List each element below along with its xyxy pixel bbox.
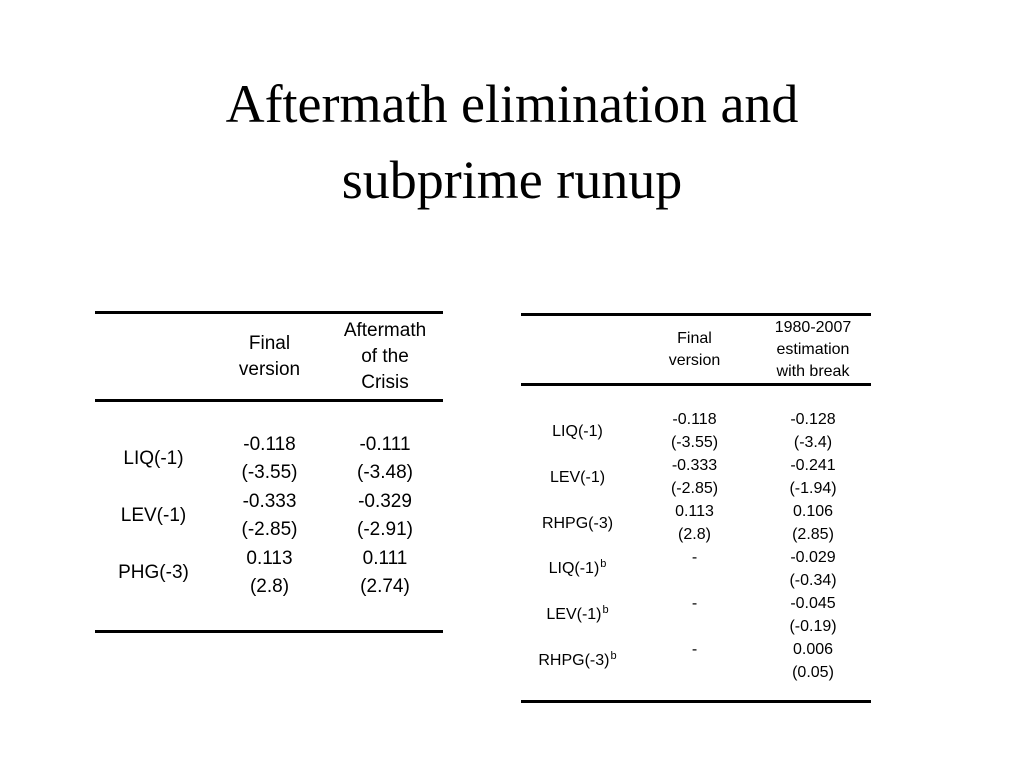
table-header-row	[521, 316, 871, 386]
table-row	[95, 544, 443, 601]
coefficient: 0.113	[246, 547, 293, 569]
t-statistic: (-3.4)	[793, 434, 833, 451]
row-label	[95, 430, 212, 487]
footnote-marker: b	[602, 603, 609, 616]
column-header-line: with break	[776, 362, 850, 380]
coefficient: -0.128	[790, 411, 836, 428]
slide-title-line-1: Aftermath elimination and	[225, 74, 799, 134]
table-body	[95, 402, 443, 630]
coefficient: -	[691, 595, 698, 612]
value-cell	[327, 544, 443, 601]
column-header	[521, 316, 634, 383]
results-table-aftermath	[95, 311, 443, 633]
t-statistic: (-2.91)	[357, 518, 413, 540]
variable-name: LIQ(-1)	[123, 447, 184, 469]
t-statistic: (-2.85)	[241, 518, 298, 540]
row-label	[95, 544, 212, 601]
row-label	[95, 487, 212, 544]
row-label	[521, 454, 634, 500]
value-cell	[755, 454, 871, 500]
coefficient: -0.045	[790, 595, 836, 612]
value-cell	[755, 592, 871, 638]
column-header-line: 1980-2007	[774, 318, 852, 336]
t-statistic: (2.8)	[249, 575, 290, 597]
row-label	[521, 408, 634, 454]
column-header	[327, 314, 443, 399]
table-row	[521, 546, 871, 592]
column-header-line: estimation	[776, 340, 850, 358]
variable-name: LEV(-1)	[546, 605, 602, 623]
t-statistic: (2.8)	[678, 526, 711, 543]
row-label	[521, 592, 634, 638]
variable-name: LEV(-1)	[120, 504, 187, 526]
coefficient: -0.333	[671, 457, 718, 474]
coefficient: 0.106	[792, 503, 834, 520]
t-statistic: (-3.55)	[670, 434, 719, 451]
slide-title-line-2: subprime runup	[341, 150, 683, 210]
table-body	[521, 386, 871, 700]
column-header-line: Aftermath	[343, 319, 427, 341]
coefficient: -0.111	[359, 433, 411, 455]
t-statistic: (2.85)	[792, 526, 834, 543]
variable-name: RHPG(-3)	[538, 651, 610, 669]
slide-title	[0, 66, 1024, 218]
results-table-break	[521, 313, 871, 703]
variable-name: RHPG(-3)	[541, 514, 614, 532]
coefficient: -	[691, 641, 698, 658]
variable-name: LIQ(-1)	[548, 559, 600, 577]
t-statistic: (-2.85)	[670, 480, 719, 497]
column-header-line: of the	[361, 345, 409, 367]
t-statistic: (2.74)	[360, 575, 410, 597]
column-header-line: Crisis	[361, 371, 409, 393]
value-cell	[327, 487, 443, 544]
table-row	[521, 638, 871, 684]
value-cell	[755, 408, 871, 454]
t-statistic: (-3.55)	[241, 461, 298, 483]
t-statistic: (-1.94)	[789, 480, 837, 497]
row-label-text	[552, 420, 603, 443]
table-row	[521, 500, 871, 546]
column-header	[634, 316, 755, 383]
value-cell	[212, 430, 327, 487]
column-header-line: version	[668, 351, 721, 369]
column-header-line: version	[238, 358, 301, 380]
column-header	[212, 314, 327, 399]
table-row	[95, 487, 443, 544]
variable-name: LEV(-1)	[549, 468, 606, 486]
column-header	[755, 316, 871, 383]
value-cell	[634, 408, 755, 454]
coefficient: -0.333	[242, 490, 297, 512]
column-header	[95, 314, 212, 399]
value-cell	[634, 454, 755, 500]
row-label-text	[123, 445, 183, 473]
value-cell	[755, 500, 871, 546]
value-cell	[634, 546, 755, 592]
t-statistic: (-0.34)	[789, 572, 837, 589]
row-label	[521, 500, 634, 546]
table-header-row	[95, 314, 443, 402]
value-cell	[212, 544, 327, 601]
table-row	[521, 454, 871, 500]
table-row	[521, 592, 871, 638]
variable-name: PHG(-3)	[118, 561, 189, 583]
row-label-text	[550, 466, 605, 489]
table-row	[95, 430, 443, 487]
t-statistic: (0.05)	[792, 664, 834, 681]
value-cell	[634, 500, 755, 546]
value-cell	[327, 430, 443, 487]
value-cell	[212, 487, 327, 544]
t-statistic: (-0.19)	[789, 618, 837, 635]
footnote-marker: b	[600, 557, 607, 570]
column-header-line: Final	[248, 332, 291, 354]
coefficient: -0.118	[672, 411, 717, 428]
coefficient: -0.029	[790, 549, 836, 566]
row-label-text	[121, 502, 186, 530]
coefficient: -0.241	[790, 457, 836, 474]
row-label-text	[542, 512, 613, 535]
row-label	[521, 638, 634, 684]
table-row	[521, 408, 871, 454]
row-label-text	[118, 559, 189, 587]
coefficient: -	[691, 549, 698, 566]
coefficient: 0.006	[792, 641, 834, 658]
row-label-text	[538, 649, 616, 674]
value-cell	[755, 638, 871, 684]
column-header-line: Final	[677, 329, 712, 347]
value-cell	[634, 638, 755, 684]
value-cell	[755, 546, 871, 592]
value-cell	[634, 592, 755, 638]
row-label-text	[546, 603, 608, 628]
coefficient: -0.329	[358, 490, 412, 512]
t-statistic: (-3.48)	[357, 461, 413, 483]
variable-name: LIQ(-1)	[552, 422, 603, 440]
coefficient: -0.118	[243, 433, 296, 455]
coefficient: 0.113	[675, 503, 714, 520]
row-label	[521, 546, 634, 592]
coefficient: 0.111	[362, 547, 408, 569]
footnote-marker: b	[610, 649, 617, 662]
row-label-text	[549, 557, 607, 582]
